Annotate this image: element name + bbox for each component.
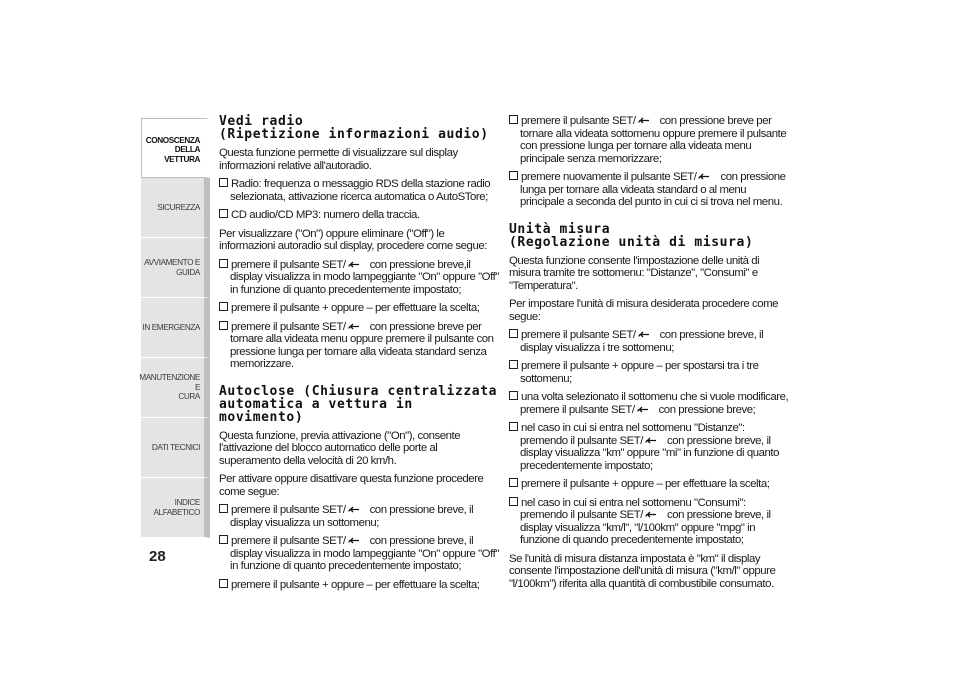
tab-label: AVVIAMENTO E GUIDA <box>144 258 200 277</box>
list-item: nel caso in cui si entra nel sottomenu "Distanze": premendo il pulsante SET/ con pressione breve, il display visualizza "km" oppure "mi" in funzione di quanto precedentemente impostato; <box>509 422 791 472</box>
set-return-arrow-icon <box>348 261 360 269</box>
checkbox-bullet-icon <box>219 579 228 588</box>
set-return-arrow-icon <box>348 537 360 545</box>
set-return-arrow-icon <box>638 331 650 339</box>
paragraph: Per impostare l'unità di misura desiderata procedere come segue: <box>509 298 779 323</box>
list-item: nel caso in cui si entra nel sottomenu "Consumi": premendo il pulsante SET/ con pressione breve, il display visualizza "km/l", "l/100km" oppure "mpg" in funzione di quando precedentemente impostato; <box>509 497 791 547</box>
tab-label: DATI TECNICI <box>151 442 200 452</box>
checkbox-bullet-icon <box>509 422 518 431</box>
checkbox-bullet-icon <box>219 209 228 218</box>
set-return-arrow-icon <box>645 437 657 445</box>
list-item: premere il pulsante + oppure – per effettuare la scelta; <box>219 579 501 592</box>
tab-label: CONOSCENZA DELLA VETTURA <box>145 136 200 164</box>
checkbox-bullet-icon <box>219 178 228 187</box>
tab-indice-alfabetico[interactable] <box>141 478 210 538</box>
list-item: premere il pulsante SET/ con pressione breve per tornare alla videata menu oppure premere il pulsante con pressione lunga per tornare alla videata standard senza memorizzare. <box>219 321 501 371</box>
page-number: 28 <box>149 548 166 565</box>
tab-label: MANUTENZIONE E CURA <box>139 373 200 402</box>
list-item: premere il pulsante SET/ con pressione breve, il display visualizza i tre sottomenu; <box>509 329 791 354</box>
tab-avviamento[interactable] <box>141 238 210 298</box>
checkbox-bullet-icon <box>509 497 518 506</box>
checkbox-bullet-icon <box>509 171 518 180</box>
list-item: premere il pulsante SET/ con pressione breve, il display visualizza in modo lampeggiante "On" oppure "Off" in funzione di quanto precedentemente impostato; <box>219 535 501 573</box>
tab-label: INDICE ALFABETICO <box>153 498 200 517</box>
checkbox-bullet-icon <box>219 259 228 268</box>
section-title-autoclose: Autoclose (Chiusura centralizzata automatica a vettura in movimento) <box>219 383 498 425</box>
list-item: premere il pulsante SET/ con pressione breve,il display visualizza in modo lampeggiante "On" oppure "Off" in funzione di quanto precedentemente impostato; <box>219 259 501 297</box>
chapter-index-sidebar <box>141 118 210 538</box>
paragraph: Questa funzione, previa attivazione ("On"), consente l'attivazione del blocco automatico delle porte al superamento della velocità di 20 km/h. <box>219 429 461 467</box>
list-item: Radio: frequenza o messaggio RDS della stazione radio selezionata, attivazione ricerca automatica o AutoSTore; <box>219 178 501 203</box>
list-item: CD audio/CD MP3: numero della traccia. <box>219 209 501 222</box>
paragraph: Questa funzione permette di visualizzare sul display informazioni relative all'autoradio. <box>219 147 458 172</box>
list-item: premere nuovamente il pulsante SET/ con pressione lunga per tornare alla videata standard o al menu principale a seconda del punto in cui ci si trova nel menu. <box>509 171 791 209</box>
list-item: premere il pulsante + oppure – per spostarsi tra i tre sottomenu; <box>509 360 791 385</box>
paragraph: Per visualizzare ("On") oppure eliminare ("Off") le informazioni autoradio sul display, procedere come segue: <box>219 227 487 252</box>
right-column <box>509 115 791 596</box>
tab-manutenzione[interactable] <box>141 358 210 418</box>
tab-sicurezza[interactable] <box>141 178 210 238</box>
list-item: premere il pulsante SET/ con pressione breve, il display visualizza un sottomenu; <box>219 504 501 529</box>
set-return-arrow-icon <box>698 173 710 181</box>
paragraph: Se l'unità di misura distanza impostata è "km" il display consente l'impostazione dell'unità di misura ("km/l" oppure "l/100km") riferita alla quantità di combustibile consumato. <box>509 552 776 590</box>
set-return-arrow-icon <box>348 323 360 331</box>
tab-label: IN EMERGENZA <box>142 322 200 332</box>
checkbox-bullet-icon <box>509 329 518 338</box>
set-return-arrow-icon <box>348 506 360 514</box>
tab-emergenza[interactable] <box>141 298 210 358</box>
checkbox-bullet-icon <box>509 360 518 369</box>
tab-label: SICUREZZA <box>157 202 200 212</box>
list-item: premere il pulsante + oppure – per effettuare la scelta; <box>509 478 791 491</box>
checkbox-bullet-icon <box>509 115 518 124</box>
checkbox-bullet-icon <box>219 535 228 544</box>
checkbox-bullet-icon <box>219 321 228 330</box>
left-column <box>219 115 501 597</box>
paragraph: Per attivare oppure disattivare questa funzione procedere come segue: <box>219 473 484 498</box>
checkbox-bullet-icon <box>509 478 518 487</box>
list-item: una volta selezionato il sottomenu che si vuole modificare, premere il pulsante SET/ con pressione breve; <box>509 391 791 416</box>
set-return-arrow-icon <box>637 406 649 414</box>
set-return-arrow-icon <box>645 511 657 519</box>
checkbox-bullet-icon <box>219 504 228 513</box>
section-title-unita-misura: Unità misura (Regolazione unità di misura) <box>509 221 754 250</box>
tab-dati-tecnici[interactable] <box>141 418 210 478</box>
tab-conoscenza[interactable] <box>141 118 210 178</box>
set-return-arrow-icon <box>638 117 650 125</box>
list-item: premere il pulsante SET/ con pressione breve per tornare alla videata sottomenu oppure premere il pulsante con pressione lunga per tornare alla videata menu principale senza memorizzare; <box>509 115 791 165</box>
list-item: premere il pulsante + oppure – per effettuare la scelta; <box>219 302 501 315</box>
checkbox-bullet-icon <box>509 391 518 400</box>
paragraph: Questa funzione consente l'impostazione delle unità di misura tramite tre sottomenu: "Distanze", "Consumi" e "Temperatura". <box>509 254 760 292</box>
section-title-vedi-radio: Vedi radio (Ripetizione informazioni audio) <box>219 114 489 142</box>
checkbox-bullet-icon <box>219 302 228 311</box>
